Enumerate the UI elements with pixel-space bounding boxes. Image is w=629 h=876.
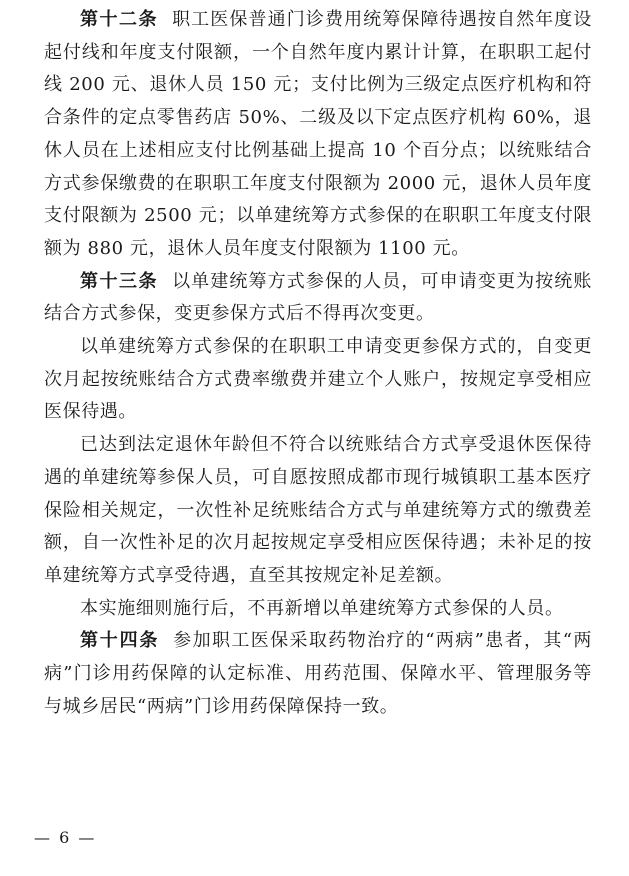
paragraph-text: 参加职工医保采取药物治疗的“两病”患者，其“两病”门诊用药保障的认定标准、用药范围、保障水平、管理服务等与城乡居民“两病”门诊用药保障保持一致。 bbox=[44, 630, 593, 717]
paragraph-text: 以单建统筹方式参保的在职职工申请变更参保方式的，自变更次月起按统账结合方式费率缴费并建立个人账户，按规定享受相应医保待遇。 bbox=[44, 336, 592, 423]
article-heading: 第十四条 bbox=[80, 630, 160, 652]
page-number: — 6 — bbox=[34, 828, 97, 847]
paragraph-text: 已达到法定退休年龄但不符合以统账结合方式享受退休医保待遇的单建统筹参保人员，可自愿按照成都市现行城镇职工基本医疗保险相关规定，一次性补足统账结合方式与单建统筹方式的缴费差额，自一次性补足的次月起按规定享受相应医保待遇；未补足的按单建统筹方式享受待遇，直至其按规定补足差额。 bbox=[44, 434, 592, 586]
article-heading: 第十二条 bbox=[80, 9, 159, 30]
paragraph-text: 以单建统筹方式参保的人员，可申请变更为按统账结合方式参保，变更参保方式后不得再次变更。 bbox=[44, 270, 593, 325]
paragraph-article-14 bbox=[44, 625, 592, 723]
paragraph-article-13 bbox=[44, 266, 592, 331]
document-body bbox=[44, 4, 592, 723]
paragraph-text: 职工医保普通门诊费用统筹保障待遇按自然年度设起付线和年度支付限额，一个自然年度内累计计算，在职职工起付线 200 元、退休人员 150 元；支付比例为三级定点医疗机构和符合条件的定点零售药店 50%、二级及以下定点医疗机构 60%，退休人员在上述相应支付比例基础上提高 10 个百分点；以统账结合方式参保缴费的在职职工年度支付限额为 2000 元，退休人员年度支付限额为 2500 元；以单建统筹方式参保的在职职工年度支付限额为 880 元，退休人员年度支付限额为 1100 元。 bbox=[44, 9, 593, 259]
article-heading: 第十三条 bbox=[80, 270, 159, 292]
paragraph-article-13-clause-2 bbox=[44, 331, 592, 429]
paragraph-article-13-clause-3 bbox=[44, 429, 592, 593]
paragraph-article-12 bbox=[44, 4, 592, 266]
paragraph-text: 本实施细则施行后，不再新增以单建统筹方式参保的人员。 bbox=[80, 597, 564, 619]
paragraph-article-13-clause-4 bbox=[44, 593, 592, 626]
